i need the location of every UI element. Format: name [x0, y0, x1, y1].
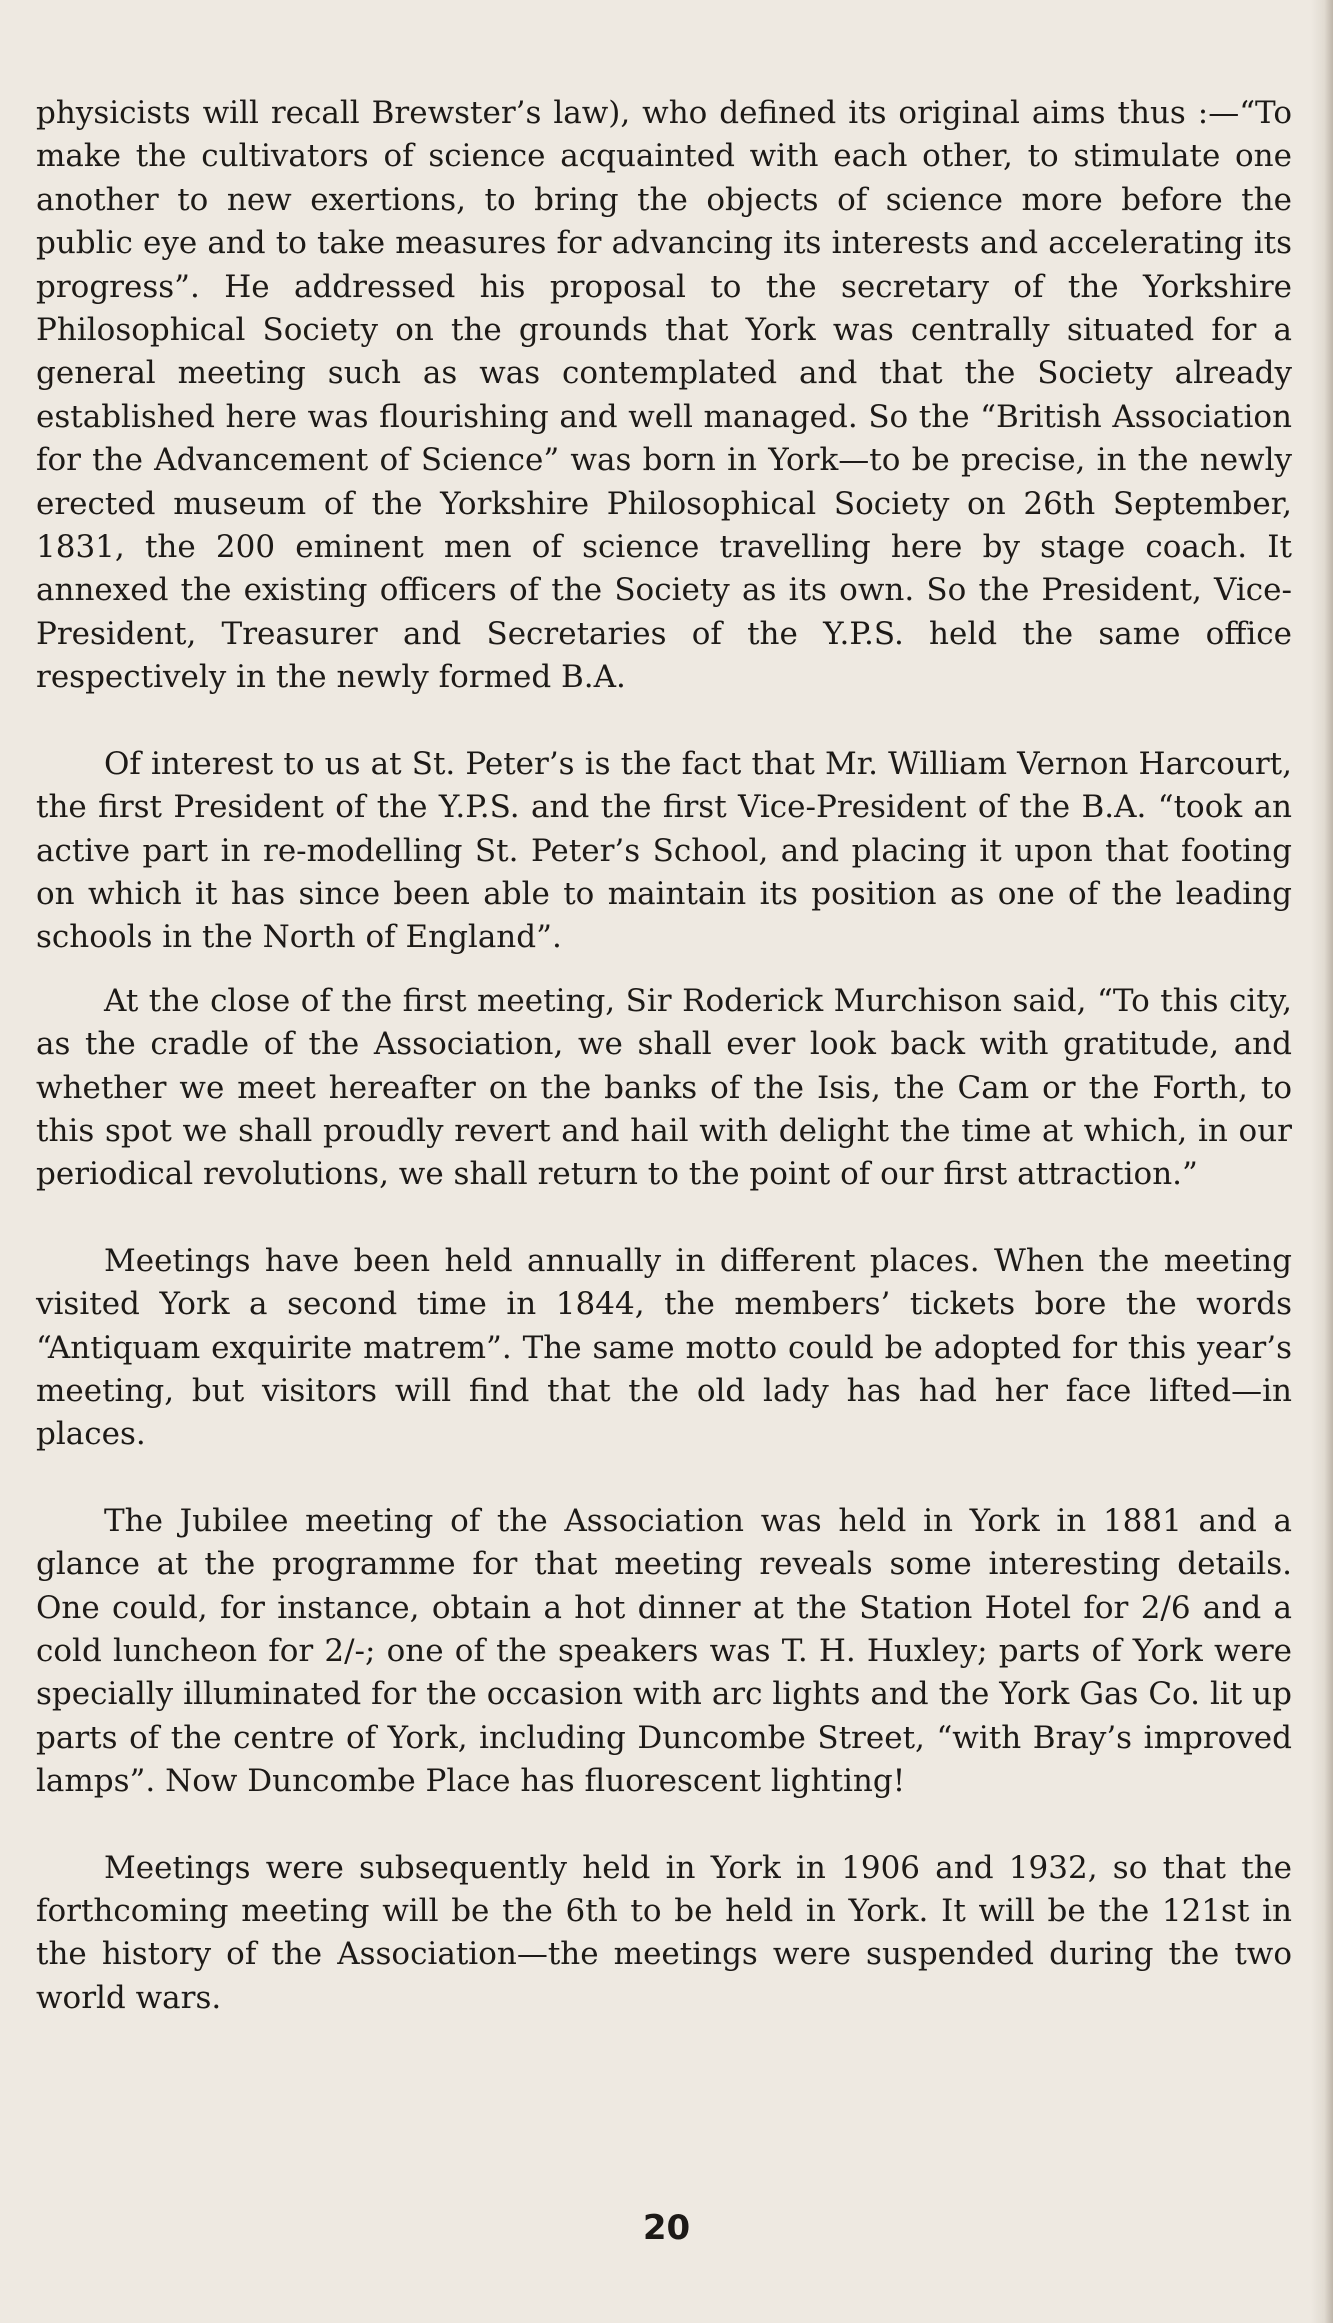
paragraph-2: Of interest to us at St. Peter’s is the fact that Mr. William Vernon Harcourt, the first President of the Y.P.S. and the first Vice-President of the B.A. “took an active part in re-modelling St. Peter’s School, and placing it upon that footing on which it has since been able to maintain its position as one of the leading schools in the North of England”.: [36, 745, 1292, 956]
page-number: 20: [642, 2208, 691, 2248]
paragraph-5: The Jubilee meeting of the Association was held in York in 1881 and a glance at the programme for that meeting reveals some interesting details. One could, for instance, obtain a hot dinner at the Station Hotel for 2/6 and a cold luncheon for 2/-; one of the speakers was T. H. Huxley; parts of York were specially illuminated for the occasion with arc lights and the York Gas Co. lit up parts of the centre of York, including Duncombe Street, “with Bray’s improved lamps”. Now Duncombe Place has fluorescent lighting!: [36, 1502, 1292, 1800]
paragraph-1: physicists will recall Brewster’s law), who defined its original aims thus :—“To make the cultivators of science acquainted with each other, to stimulate one another to new exertions, to bring the objects of science more before the public eye and to take measures for advancing its interests and accelerating its progress”. He addressed his proposal to the secretary of the Yorkshire Philosophical Society on the grounds that York was centrally situated for a general meeting such as was contemplated and that the Society already established here was flourishing and well managed. So the “British Association for the Advancement of Science” was born in York—to be precise, in the newly erected museum of the Yorkshire Philosophical Society on 26th September, 1831, the 200 eminent men of science travelling here by stage coach. It annexed the existing officers of the Society as its own. So the President, Vice-President, Treasurer and Secretaries of the Y.P.S. held the same office respectively in the newly formed B.A.: [36, 95, 1292, 696]
paragraph-6: Meetings were subsequently held in York in 1906 and 1932, so that the forthcoming meeting will be the 6th to be held in York. It will be the 121st in the history of the Association—the meetings were suspended during the two world wars.: [36, 1849, 1292, 2016]
paragraph-4: Meetings have been held annually in different places. When the meeting visited York a second time in 1844, the members’ tickets bore the words “Antiquam exquirite matrem”. The same motto could be adopted for this year’s meeting, but visitors will find that the old lady has had her face lifted—in places.: [36, 1242, 1292, 1453]
paragraph-3: At the close of the first meeting, Sir Roderick Murchison said, “To this city, as the cradle of the Association, we shall ever look back with gratitude, and whether we meet hereafter on the banks of the Isis, the Cam or the Forth, to this spot we shall proudly revert and hail with delight the time at which, in our periodical revolutions, we shall return to the point of our first attraction.”: [36, 982, 1292, 1193]
body-text: [36, 92, 1292, 2020]
page-edge-shadow: [1311, 0, 1333, 2323]
